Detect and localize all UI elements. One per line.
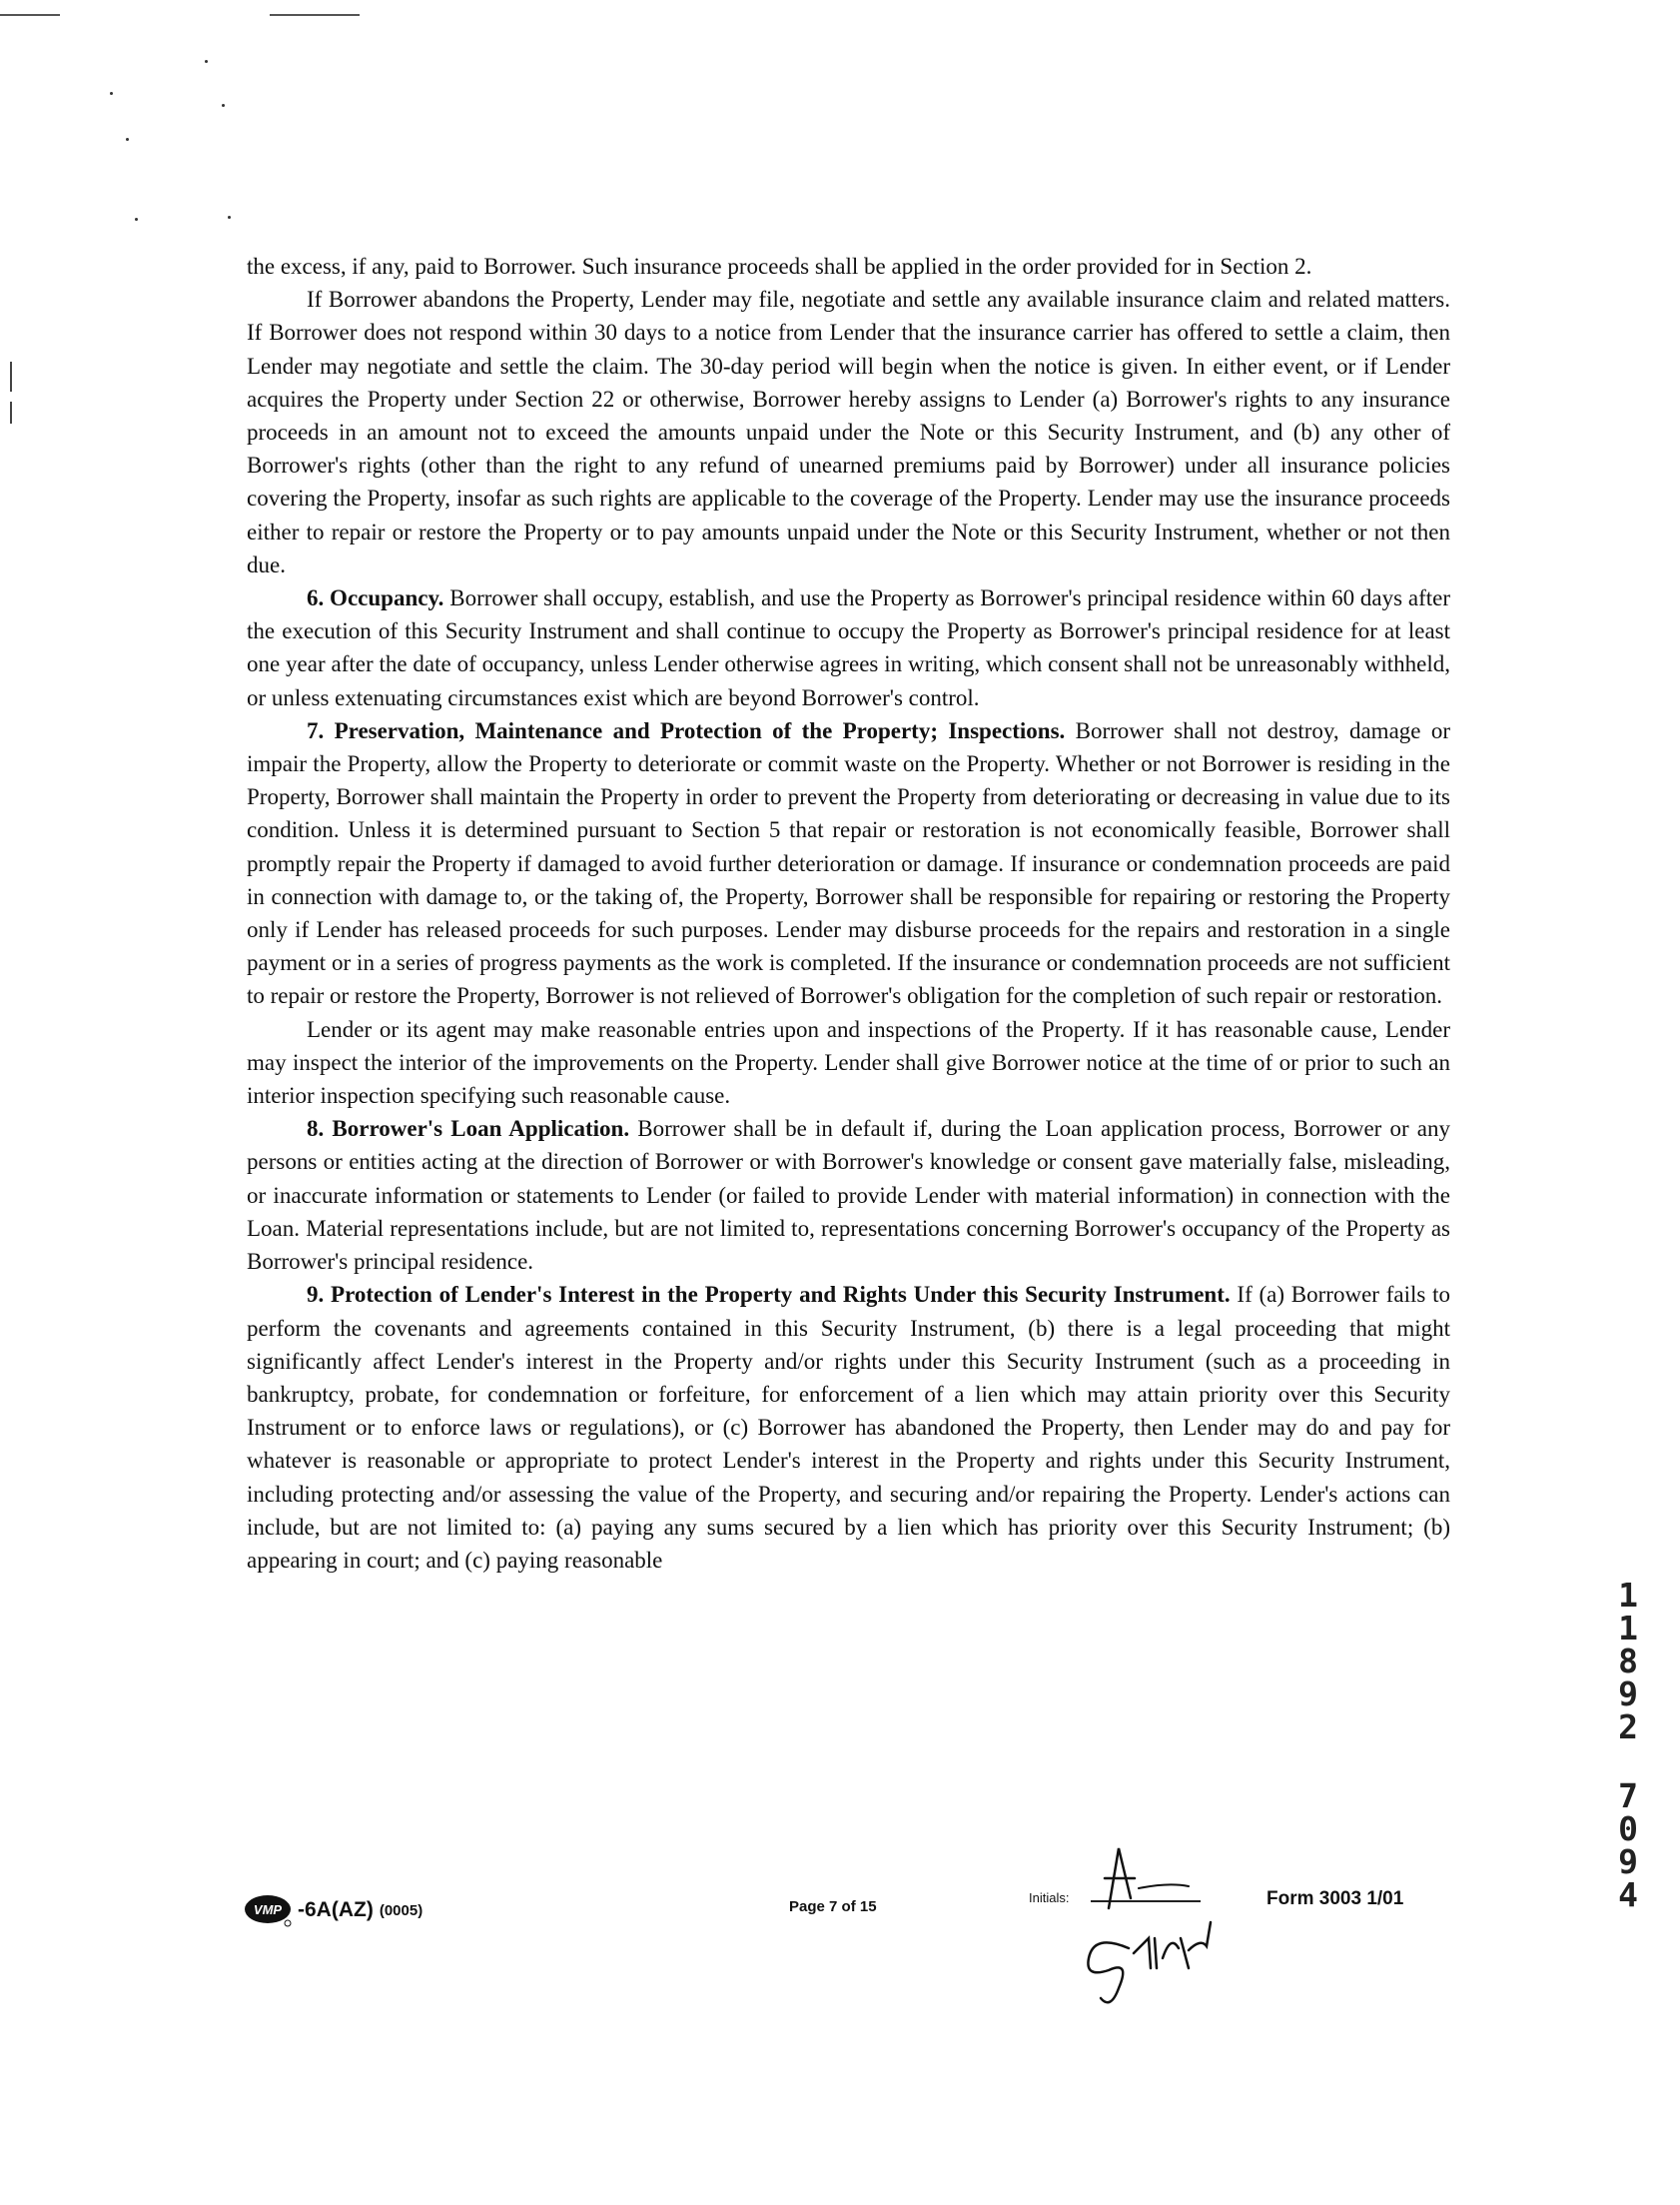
form-id: [244, 1890, 422, 1930]
recording-digit: 9: [1618, 1674, 1638, 1713]
paragraph-text: If (a) Borrower fails to perform the covenants and agreements contained in this Security Instrument, (b) there is a legal proceeding that might significantly affect Lender's interest in the Property and/or rights under this Security Instrument (such as a proceeding in bankruptcy, probate, for condemnation or forfeiture, for enforcement of a lien which may attain priority over this Security Instrument or to enforce laws or regulations), or (c) Borrower has abandoned the Property, then Lender may do and pay for whatever is reasonable or appropriate to protect Lender's interest in the Property and rights under this Security Instrument, including protecting and/or assessing the value of the Property, and securing and/or repairing the Property. Lender's actions can include, but are not limited to: (a) paying any sums secured by a lien which has priority over this Security Instrument; (b) appearing in court; and (c) paying reasonable: [247, 1282, 1450, 1573]
paragraph-heading: 7. Preservation, Maintenance and Protection of the Property; Inspections.: [307, 717, 1066, 743]
page-number: Page 7 of 15: [789, 1898, 877, 1915]
vmp-logo-text: VMP: [253, 1902, 283, 1917]
scan-artifact-dot: [110, 92, 113, 95]
scan-artifact-dot: [228, 216, 231, 219]
handwritten-initials-icon: [1039, 1838, 1239, 2023]
body-text: [247, 250, 1450, 1577]
form-code-suffix: (0005): [379, 1901, 423, 1919]
scan-artifact-line: [270, 14, 360, 16]
page-footer: [0, 1875, 1680, 2038]
scan-artifact-dot: [135, 218, 138, 221]
paragraph: [247, 1278, 1450, 1577]
form-code: -6A(AZ): [298, 1898, 374, 1921]
paragraph: [247, 1112, 1450, 1278]
paragraph-text: If Borrower abandons the Property, Lender may file, negotiate and settle any available insurance claim and related matters. If Borrower does not respond within 30 days to a notice from Lender that the insurance carrier has offered to settle a claim, then Lender may negotiate and settle the claim. The 30-day period will begin when the notice is given. In either event, or if Lender acquires the Property under Section 22 or otherwise, Borrower hereby assigns to Lender (a) Borrower's rights to any insurance proceeds in an amount not to exceed the amounts unpaid under the Note or this Security Instrument, and (b) any other of Borrower's rights (other than the right to any refund of unearned premiums paid by Borrower) under all insurance policies covering the Property, insofar as such rights are applicable to the coverage of the Property. Lender may use the insurance proceeds either to repair or restore the Property or to pay amounts unpaid under the Note or this Security Instrument, whether or not then due.: [247, 287, 1450, 577]
paragraph: [247, 1013, 1450, 1113]
paragraph-heading: 6. Occupancy.: [307, 585, 444, 611]
paragraph: [247, 714, 1450, 1013]
recording-digit: 2: [1618, 1707, 1638, 1746]
paragraph-text: Borrower shall occupy, establish, and use the Property as Borrower's principal residence within 60 days after the execution of this Security Instrument and shall continue to occupy the Property as Borrower's principal residence for at least one year after the date of occupancy, unless Lender otherwise agrees in writing, which consent shall not be unreasonably withheld, or unless extenuating circumstances exist which are beyond Borrower's control.: [247, 585, 1451, 710]
scan-artifact-bar: [10, 402, 12, 424]
paragraph-heading: 8. Borrower's Loan Application.: [307, 1116, 630, 1142]
paragraph: [247, 283, 1450, 581]
paragraph: [247, 250, 1450, 283]
recording-digit: 9: [1618, 1842, 1638, 1881]
paragraph-text: Borrower shall be in default if, during the Loan application process, Borrower or any persons or entities acting at the direction of Borrower or with Borrower's knowledge or consent gave materially false, misleading, or inaccurate information or statements to Lender (or failed to provide Lender with material information) in connection with the Loan. Material representations include, but are not limited to, representations concerning Borrower's occupancy of the Property as Borrower's principal residence.: [247, 1116, 1450, 1275]
recording-gap: [1613, 1743, 1643, 1779]
recording-digit: 7: [1618, 1776, 1638, 1815]
initials-label: Initials:: [1029, 1890, 1070, 1905]
scan-artifact-bar: [10, 362, 12, 392]
recording-digit: 1: [1618, 1576, 1638, 1615]
vmp-logo-icon: [244, 1893, 296, 1927]
paragraph: [247, 581, 1450, 714]
paragraph-heading: 9. Protection of Lender's Interest in the Property and Rights Under this Security Instrument.: [307, 1282, 1231, 1308]
recording-digit: 1: [1618, 1609, 1638, 1648]
paragraph-text: Lender or its agent may make reasonable entries upon and inspections of the Property. If it has reasonable cause, Lender may inspect the interior of the improvements on the Property. Lender shall give Borrower notice at the time of or prior to such an interior inspection specifying such reasonable cause.: [247, 1016, 1450, 1109]
recording-number: [1613, 1576, 1643, 1914]
scan-artifact-dot: [205, 60, 208, 63]
scan-artifact-line: [0, 14, 60, 16]
scan-artifact-dot: [222, 104, 225, 107]
recording-digit: 0: [1618, 1809, 1638, 1848]
paragraph-text: Borrower shall not destroy, damage or impair the Property, allow the Property to deteriorate or commit waste on the Property. Whether or not Borrower is residing in the Property, Borrower shall maintain the Property in order to prevent the Property from deteriorating or decreasing in value due to its condition. Unless it is determined pursuant to Section 5 that repair or restoration is not economically feasible, Borrower shall promptly repair the Property if damaged to avoid further deterioration or damage. If insurance or condemnation proceeds are paid in connection with damage to, or the taking of, the Property, Borrower shall be responsible for repairing or restoring the Property only if Lender has released proceeds for such purposes. Lender may disburse proceeds for the repairs and restoration in a single payment or in a series of progress payments as the work is completed. If the insurance or condemnation proceeds are not sufficient to repair or restore the Property, Borrower is not relieved of Borrower's obligation for the completion of such repair or restoration.: [247, 717, 1450, 1009]
scan-artifact-dot: [126, 138, 129, 141]
form-number: Form 3003 1/01: [1266, 1888, 1404, 1909]
paragraph-text: the excess, if any, paid to Borrower. Such insurance proceeds shall be applied in the order provided for in Section 2.: [247, 254, 1312, 279]
recording-digit: 4: [1618, 1875, 1638, 1914]
recording-digit: 8: [1618, 1642, 1638, 1680]
